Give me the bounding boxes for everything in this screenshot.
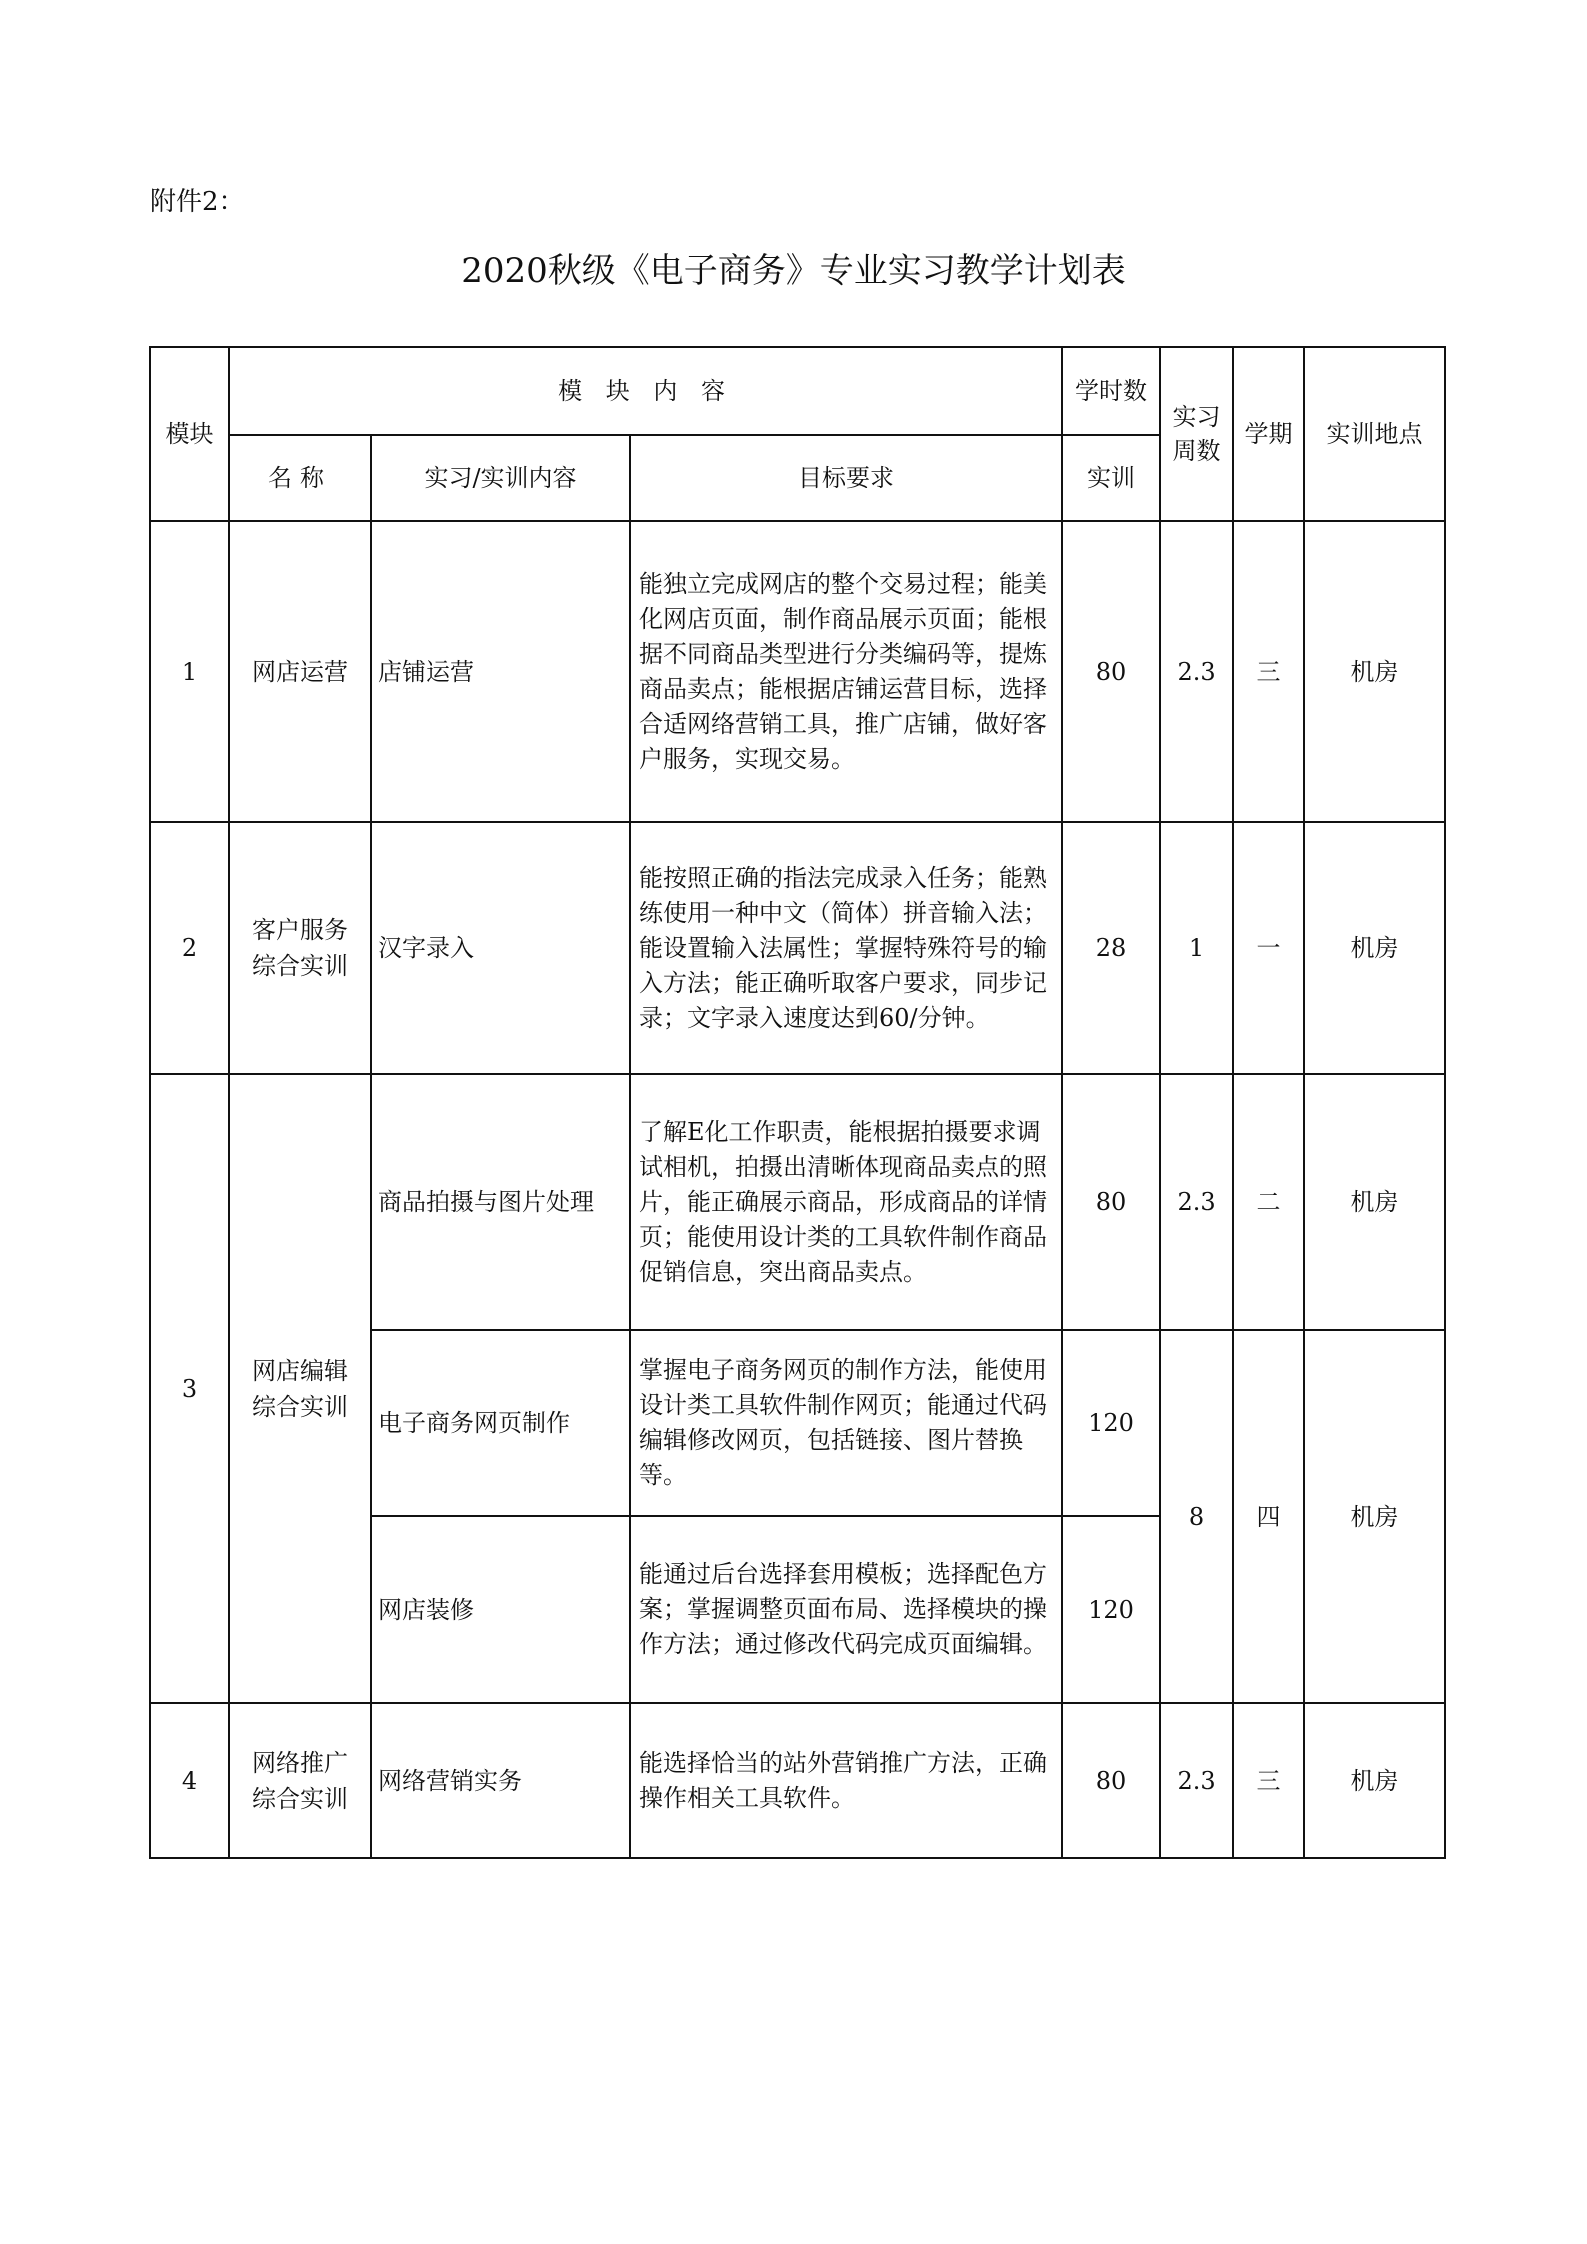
table-row	[150, 822, 1445, 1074]
cell-content: 商品拍摄与图片处理	[371, 1074, 630, 1330]
cell-goal: 能独立完成网店的整个交易过程；能美化网店页面，制作商品展示页面；能根据不同商品类型进行分类编码等，提炼商品卖点；能根据店铺运营目标，选择合适网络营销工具，推广店铺，做好客户服务，实现交易。	[630, 521, 1062, 822]
cell-weeks: 2.3	[1160, 1703, 1233, 1858]
cell-hours: 28	[1062, 822, 1160, 1074]
table-row	[150, 1074, 1445, 1330]
header-hours: 学时数	[1062, 347, 1160, 435]
cell-content: 汉字录入	[371, 822, 630, 1074]
cell-goal: 了解E化工作职责，能根据拍摄要求调试相机，拍摄出清晰体现商品卖点的照片，能正确展示商品，形成商品的详情页；能使用设计类的工具软件制作商品促销信息，突出商品卖点。	[630, 1074, 1062, 1330]
header-semester: 学期	[1233, 347, 1304, 521]
header-module-content: 模 块 内 容	[229, 347, 1062, 435]
cell-location: 机房	[1304, 822, 1445, 1074]
cell-module: 2	[150, 822, 229, 1074]
cell-semester: 二	[1233, 1074, 1304, 1330]
cell-semester: 四	[1233, 1330, 1304, 1703]
header-training: 实训	[1062, 435, 1160, 521]
cell-semester: 一	[1233, 822, 1304, 1074]
cell-hours: 120	[1062, 1330, 1160, 1516]
cell-name: 网店编辑综合实训	[229, 1074, 371, 1703]
header-module: 模块	[150, 347, 229, 521]
cell-semester: 三	[1233, 1703, 1304, 1858]
cell-name: 客户服务综合实训	[229, 822, 371, 1074]
cell-weeks: 2.3	[1160, 1074, 1233, 1330]
cell-weeks: 8	[1160, 1330, 1233, 1703]
header-weeks-label: 实习周数	[1172, 403, 1221, 465]
cell-location: 机房	[1304, 1330, 1445, 1703]
cell-semester: 三	[1233, 521, 1304, 822]
cell-module: 4	[150, 1703, 229, 1858]
page-title: 2020秋级《电子商务》专业实习教学计划表	[461, 251, 1126, 291]
table-row	[150, 521, 1445, 822]
cell-goal: 能通过后台选择套用模板；选择配色方案；掌握调整页面布局、选择模块的操作方法；通过修改代码完成页面编辑。	[630, 1516, 1062, 1703]
cell-hours: 80	[1062, 521, 1160, 822]
cell-goal: 能按照正确的指法完成录入任务；能熟练使用一种中文（简体）拼音输入法；能设置输入法属性；掌握特殊符号的输入方法；能正确听取客户要求，同步记录；文字录入速度达到60/分钟。	[630, 822, 1062, 1074]
header-name: 名称	[229, 435, 371, 521]
header-content: 实习/实训内容	[371, 435, 630, 521]
table-row	[150, 1703, 1445, 1858]
cell-location: 机房	[1304, 1074, 1445, 1330]
attachment-label: 附件2：	[150, 187, 245, 217]
cell-module: 3	[150, 1074, 229, 1703]
header-row-1	[150, 347, 1445, 435]
cell-content: 网络营销实务	[371, 1703, 630, 1858]
cell-goal: 能选择恰当的站外营销推广方法，正确操作相关工具软件。	[630, 1703, 1062, 1858]
header-weeks	[1160, 347, 1233, 521]
header-location: 实训地点	[1304, 347, 1445, 521]
cell-content: 电子商务网页制作	[371, 1330, 630, 1516]
plan-table	[149, 346, 1446, 1859]
cell-content: 店铺运营	[371, 521, 630, 822]
cell-weeks: 1	[1160, 822, 1233, 1074]
cell-hours: 80	[1062, 1074, 1160, 1330]
cell-module: 1	[150, 521, 229, 822]
cell-hours: 80	[1062, 1703, 1160, 1858]
cell-location: 机房	[1304, 521, 1445, 822]
cell-hours: 120	[1062, 1516, 1160, 1703]
cell-goal: 掌握电子商务网页的制作方法，能使用设计类工具软件制作网页；能通过代码编辑修改网页，包括链接、图片替换等。	[630, 1330, 1062, 1516]
cell-name: 网络推广综合实训	[229, 1703, 371, 1858]
cell-name: 网店运营	[229, 521, 371, 822]
cell-content: 网店装修	[371, 1516, 630, 1703]
header-goal: 目标要求	[630, 435, 1062, 521]
cell-weeks: 2.3	[1160, 521, 1233, 822]
cell-location: 机房	[1304, 1703, 1445, 1858]
